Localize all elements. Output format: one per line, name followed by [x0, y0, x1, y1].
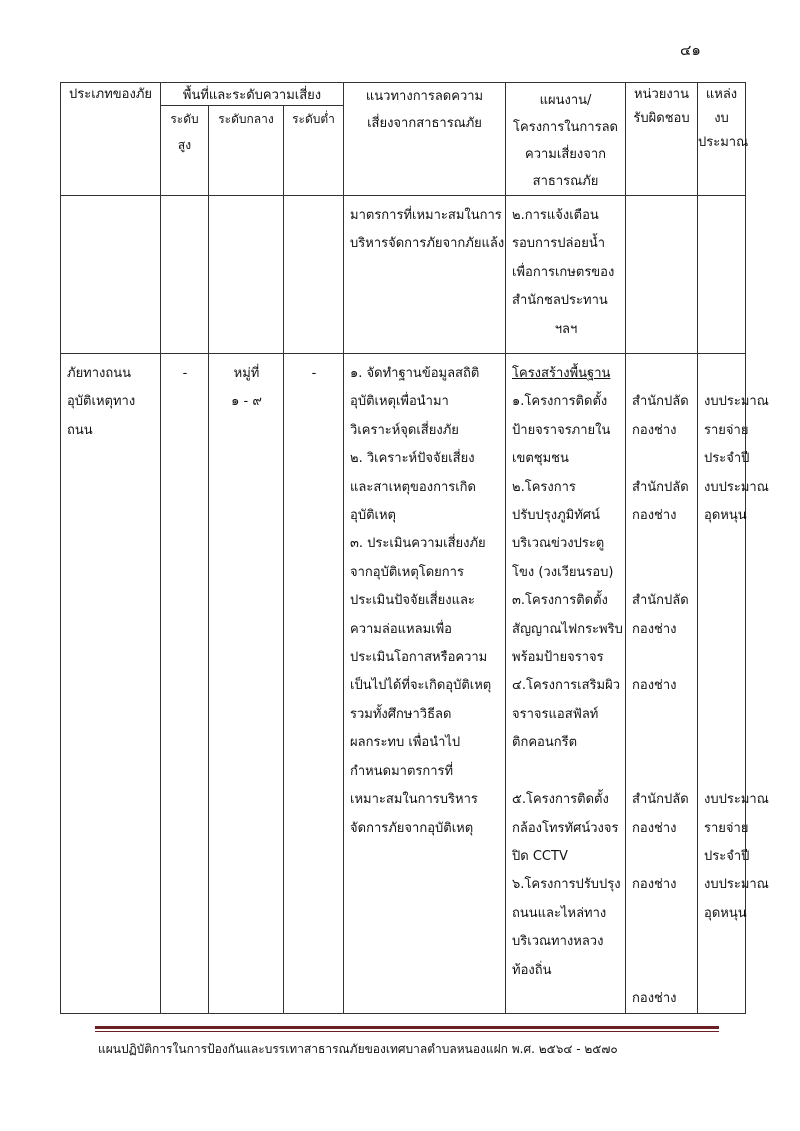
cell-line: ๔.โครงการเสริมผิว [512, 678, 620, 694]
cell-line: จากอุบัติเหตุโดยการ [350, 564, 464, 580]
header-area-level: พื้นที่และระดับความเสี่ยง [161, 83, 344, 106]
cell-line: ประจำปี [704, 451, 750, 467]
cell-line: ๓.โครงการติดตั้ง [512, 593, 608, 609]
cell-line [632, 843, 692, 871]
cell-line: ๒. วิเคราะห์ปัจจัยเสี่ยง [350, 451, 475, 467]
cell-plan [506, 354, 626, 1014]
cell-line [704, 644, 740, 672]
header-level-high: ระดับ สูง [161, 106, 209, 196]
footer-rule-thin [95, 1031, 719, 1032]
cell-line: อุบัติเหตุเพื่อนำมา [350, 394, 449, 410]
cell-line [632, 559, 692, 587]
cell-line: ท้องถิ่น [512, 962, 552, 978]
cell-line: จราจรแอสฟัลท์ [512, 706, 599, 722]
cell-line: กล้องโทรทัศน์วงจร [512, 820, 619, 836]
cell-line: รวมทั้งศึกษาวิธีลด [350, 706, 452, 722]
cell-line: พร้อมป้ายจราจร [512, 650, 604, 666]
header-agency: หน่วยงาน รับผิดชอบ [626, 83, 698, 196]
risk-reduction-table [60, 82, 769, 1014]
cell-agency [626, 354, 698, 1014]
cell-line [632, 900, 692, 928]
cell-line: กองช่าง [632, 508, 677, 524]
cell-line: จัดการภัยจากอุบัติเหตุ [350, 820, 474, 836]
cell-line: ๑. จัดทำฐานข้อมูลสถิติ [350, 366, 480, 381]
cell-low [284, 196, 344, 354]
cell-line: กองช่าง [632, 820, 677, 836]
cell-line: ๕.โครงการติดตั้ง [512, 792, 609, 808]
cell-line: เขตชุมชน [512, 451, 569, 467]
cell-line [512, 758, 620, 786]
cell-line: สำนักปลัด [632, 479, 689, 495]
page-number: ๔๑ [680, 41, 701, 59]
cell-line: ปรับปรุงภูมิทัศน์ [512, 508, 600, 524]
cell-line [632, 445, 692, 473]
cell-line: บริเวณทางหลวง [512, 934, 604, 950]
cell-line [704, 758, 740, 786]
cell-line [632, 729, 692, 757]
cell-line: ประเมินปัจจัยเสี่ยงและ [350, 593, 475, 609]
cell-line: เหมาะสมในการบริหาร [350, 792, 478, 808]
cell-line: บริเวณข่วงประตู [512, 536, 605, 552]
cell-mid [209, 196, 284, 354]
cell-line: ๑.โครงการติดตั้ง [512, 394, 608, 410]
cell-line: อุดหนุน [704, 508, 747, 524]
cell-line [632, 360, 692, 388]
header-hazard-type: ประเภทของภัย [61, 83, 161, 196]
cell-line: รายจ่าย [704, 820, 749, 836]
cell-line: ความล่อแหลมเพื่อ [350, 621, 452, 637]
cell-line [704, 559, 740, 587]
cell-line: กองช่าง [632, 877, 677, 893]
cell-line: ๖.โครงการปรับปรุง [512, 877, 621, 893]
cell-line [704, 616, 740, 644]
header-level-mid: ระดับกลาง [209, 106, 284, 196]
cell-line: สัญญาณไฟกระพริบ [512, 621, 623, 637]
cell-hazard [61, 196, 161, 354]
cell-line: ถนนและไหล่ทาง [512, 905, 607, 921]
cell-line: ติกคอนกรีต [512, 735, 578, 751]
cell-line [704, 701, 740, 729]
cell-line: งบประมาณ [704, 394, 769, 410]
cell-line [704, 729, 740, 757]
cell-line: กำหนดมาตรการที่ [350, 763, 454, 779]
cell-line: วิเคราะห์จุดเสี่ยงภัย [350, 422, 459, 438]
footer-rule [95, 1026, 719, 1029]
cell-budget [698, 354, 769, 1014]
cell-line: อุดหนุน [704, 905, 747, 921]
cell-line: เป็นไปได้ที่จะเกิดอุบัติเหตุ [350, 678, 492, 694]
plan-heading: โครงสร้างพื้นฐาน [512, 366, 611, 381]
cell-high: - [161, 354, 209, 1014]
header-budget: แหล่ง งบประมาณ [698, 83, 746, 196]
table-row [61, 196, 746, 354]
header-plan: แผนงาน/ โครงการในการลด ความเสี่ยงจาก สาธารณภัย [506, 83, 626, 196]
cell-line: กองช่าง [632, 678, 677, 694]
header-level-low: ระดับต่ำ [284, 106, 344, 196]
cell-line: สำนักปลัด [632, 593, 689, 609]
header-approach: แนวทางการลดความ เสี่ยงจากสาธารณภัย [344, 83, 506, 196]
cell-high [161, 196, 209, 354]
cell-line [704, 672, 740, 700]
cell-line: งบประมาณ [704, 792, 769, 808]
footer-text: แผนปฏิบัติการในการป้องกันและบรรเทาสาธารณภัยของเทศบาลตำบลหนองแฝก พ.ศ. ๒๕๖๔ - ๒๕๗๐ [98, 1042, 618, 1056]
cell-plan: ๒.การแจ้งเตือน รอบการปล่อยน้ำ เพื่อการเกษตรของ สำนักชลประทาน ฯลฯ [506, 196, 626, 354]
cell-line: กองช่าง [632, 990, 677, 1006]
cell-line: รายจ่าย [704, 422, 749, 438]
cell-line [632, 928, 692, 956]
cell-approach: มาตรการที่เหมาะสมในการ บริหารจัดการภัยจากภัยแล้ง [344, 196, 506, 354]
cell-line: สำนักปลัด [632, 394, 689, 410]
cell-line: กองช่าง [632, 621, 677, 637]
cell-line: ประเมินโอกาสหรือความ [350, 650, 488, 666]
cell-line: อุบัติเหตุ [350, 508, 396, 524]
cell-line: งบประมาณ [704, 877, 769, 893]
cell-low: - [284, 354, 344, 1014]
cell-line: ๓. ประเมินความเสี่ยงภัย [350, 536, 486, 552]
cell-line [632, 758, 692, 786]
cell-line: สำนักปลัด [632, 792, 689, 808]
cell-hazard: ภัยทางถนน อุบัติเหตุทาง ถนน [61, 354, 161, 1014]
cell-line: กองช่าง [632, 422, 677, 438]
cell-line: งบประมาณ [704, 479, 769, 495]
cell-line [632, 530, 692, 558]
cell-agency [626, 196, 698, 354]
cell-approach [344, 354, 506, 1014]
cell-line [632, 957, 692, 985]
cell-line: ๒.โครงการ [512, 479, 576, 495]
cell-line [704, 360, 740, 388]
cell-line [632, 644, 692, 672]
cell-line: ปิด CCTV [512, 848, 568, 864]
table-row [61, 354, 746, 1014]
cell-line: โขง (วงเวียนรอบ) [512, 564, 614, 580]
cell-line [704, 587, 740, 615]
cell-line: ผลกระทบ เพื่อนำไป [350, 735, 461, 751]
cell-mid: หมู่ที่ ๑ - ๙ [209, 354, 284, 1014]
cell-line [704, 530, 740, 558]
cell-line [632, 701, 692, 729]
cell-line: ป้ายจราจรภายใน [512, 422, 611, 438]
cell-line: ประจำปี [704, 848, 750, 864]
cell-budget [698, 196, 746, 354]
cell-line: และสาเหตุของการเกิด [350, 479, 476, 495]
